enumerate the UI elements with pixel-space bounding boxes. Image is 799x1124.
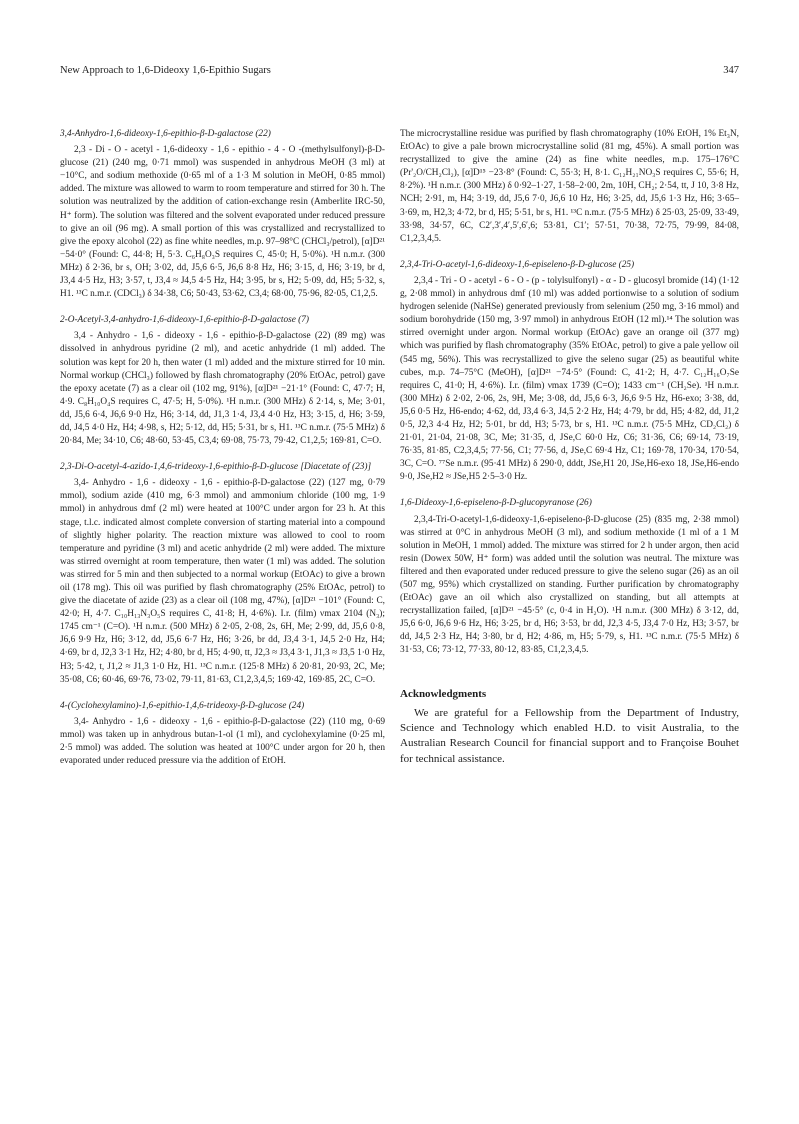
right-column <box>400 128 739 780</box>
section-title: 1,6-Dideoxy-1,6-episeleno-β-D-glucopyranose (26) <box>400 498 592 509</box>
section-title: 4-(Cyclohexylamino)-1,6-epithio-1,4,6-trideoxy-β-D-glucose (24) <box>60 700 305 711</box>
section-body: 2,3,4 - Tri - O - acetyl - 6 - O - (p - tolylsulfonyl) - α - D - glucosyl bromide (14) (1·12 g, 2·08 mmol) in anhydrous dmf (10 ml) was added portionwise to a solution of sodium hydrogen selenide (NaHSe) generated previously from selenium (250 mg, 3·16 mmol) and sodium borohydride (150 mg, 3·97 mmol) in anhydrous EtOH (12 ml).¹⁴ The solution was stirred overnight under argon. Normal workup (EtOAc) gave an orange oil (377 mg) which was purified by flash chromatography (35% EtOAc, petrol) to give a pale yellow oil (545 mg, 56%). This was recrystallized to give the seleno sugar (25) as beautiful white cubes, m.p. 74–75°C (MeOH), [α]D²¹ −74·5° (Found: C, 41·2; H, 4·7. C₁₂H₁₆O₇Se requires C, 41·0; H, 4·6%). I.r. (film) νmax 1739 (C=O); 1433 cm⁻¹ (CH₂Se). ¹H n.m.r. (300 MHz) δ 2·02, 2·06, 2s, 9H, Me; 3·08, dd, J5,6 6·3, J6,6 9·5 Hz, H6-exo; 3·38, dd, J5,6 0·5 Hz, H6-endo; 4·62, dd, J3,4 6·3, J4,5 2·2 Hz, H4; 4·79, br dd, H5; 4·82, dd, J1,2 0·5, J2,3 4·4 Hz, H2; 5·01, br dd, H3; 5·73, br s, H1. ¹³C n.m.r. (75·5 MHz, CD₂Cl₂) δ 21·01, 21·04, 21·08, 3C, Me; 31·35, d, JSe,C 60·0 Hz, C6; 31·36, C6; 69·14, 73·19, 76·35, 81·85, C2,3,4,5; 77·56, C1; 77·56, d, JSe,C 69·4 Hz, C1; 169·78, 170·34, 170·54, 3C, C=O. ⁷⁷Se n.m.r. (95·41 MHz) δ 290·0, dddt, JSe,H1 20, JSe,H6-exo 18, JSe,H6-endo 9·0, JSe,H2 ≈ JSe,H5 2·5–3·0 Hz. <box>400 275 739 483</box>
acknowledgements-heading: Acknowledgments <box>400 687 487 700</box>
page-number: 347 <box>723 65 739 76</box>
section-body: 2,3 - Di - O - acetyl - 1,6-dideoxy - 1,6 - epithio - 4 - O -(methylsulfonyl)-β-D-glucose (21) (240 mg, 0·71 mmol) was suspended in anhydrous MeOH (3 ml) at −10°C, and sodium methoxide (0·65 ml of a 1·3 M solution in MeOH, 0·85 mmol) added. The mixture was allowed to warm to room temperature and stirred for 30 h. The solution was neutralized by the addition of cation-exchange resin (Amberlite IRC-50, H⁺ form). The solution was filtered and the solvent evaporated under reduced pressure to give an oil (96 mg). A small portion of this was crystallized and recrystallized to give the epoxy alcohol (22) as fine white needles, m.p. 97–98°C (CHCl₃/petrol), [α]D²¹ −54·0° (Found: C, 44·8; H, 5·3. C₆H₈O₃S requires C, 45·0; H, 5·0%). ¹H n.m.r. (300 MHz) δ 2·36, br s, OH; 3·02, dd, J5,6 6·5, J6,6 8·8 Hz, H6; 3·15, d, H6; 3·19, br d, J3,4 4·5 Hz, H3; 3·57, t, J3,4 ≈ J4,5 4·5 Hz, H4; 3·95, br s, H2; 5·09, dd, H5; 5·32, s, H1. ¹³C n.m.r. (CDCl₃) δ 34·38, C6; 50·43, 53·62, C3,4; 68·00, 75·96, 82·05, C1,2,5. <box>60 145 385 300</box>
section-body: The microcrystalline residue was purified by flash chromatography (10% EtOH, 1% Et₃N, EtOAc) to give a pale brown microcrystalline solid (81 mg, 45%). A small portion was recrystallized to give the amine (24) as fine white needles, m.p. 175–176°C (Pr'₂O/CH₂Cl₂), [α]D¹⁵ −23·8° (Found: C, 55·3; H, 8·1. C₁₂H₂₁NO₃S requires C, 55·6; H, 8·2%). ¹H n.m.r. (300 MHz) δ 0·92–1·27, 1·58–2·00, 2m, 10H, CH₂; 2·54, tt, J 10, 3·8 Hz, NCH; 2·91, m, H4; 3·19, dd, J5,6 7·0, J6,6 10 Hz, H6; 3·25, dd, J5,6 1·3 Hz, H6; 3·65–3·69, m, H2,3; 4·72, br d, H5; 5·51, br s, H1. ¹³C n.m.r. (75·5 MHz) δ 25·03, 25·09, 33·49, 33·98, 34·57, 6C, C2′,3′,4′,5′,6′,6; 53·81, C1′; 57·51, 70·38, 72·75, 79·99, 84·08, C1,2,3,4,5. <box>400 129 739 244</box>
section-compound-23-diacetate <box>60 461 385 687</box>
section-compound-25 <box>400 259 739 485</box>
section-title: 2,3-Di-O-acetyl-4-azido-1,4,6-trideoxy-1,6-epithio-β-D-glucose [Diacetate of (23)] <box>60 462 372 473</box>
section-title: 2-O-Acetyl-3,4-anhydro-1,6-dideoxy-1,6-epithio-β-D-galactose (7) <box>60 315 310 326</box>
section-compound-26 <box>400 497 739 657</box>
section-body: 3,4 - Anhydro - 1,6 - dideoxy - 1,6 - epithio-β-D-galactose (22) (89 mg) was dissolved in anhydrous pyridine (2 ml), and acetic anhydride (1 ml) added. The solution was kept for 20 h, then water (1 ml) added and the mixture stirred for 10 min. Normal workup (CHCl₃) followed by flash chromatography (20% EtOAc, petrol) gave the epoxy acetate (7) as a clear oil (102 mg, 91%), [α]D²¹ −21·1° (Found: C, 47·7; H, 4·9. C₈H₁₀O₄S requires C, 47·5; H, 5·0%). ¹H n.m.r. (300 MHz) δ 2·14, s, Me; 3·01, dd, J5,6 6·4, J6,6 9·0 Hz, H6; 3·14, dd, J1,3 1·4, J3,4 4·0 Hz, H3; 3·15, d, H6; 3·59, dd, J4,5 4·0 Hz, H4; 4·98, s, H2; 5·12, dd, H5; 5·31, br s, H1. ¹³C n.m.r. (75·5 MHz) δ 20·84, Me; 34·10, C6; 48·60, 53·45, C3,4; 69·08, 75·73, 79·42, C1,2,5; 169·81, C=O. <box>60 331 385 447</box>
left-column <box>60 128 385 781</box>
section-compound-7 <box>60 314 385 448</box>
section-title: 2,3,4-Tri-O-acetyl-1,6-dideoxy-1,6-episeleno-β-D-glucose (25) <box>400 259 635 270</box>
section-compound-22 <box>60 128 385 301</box>
acknowledgements-body: We are grateful for a Fellowship from the Department of Industry, Science and Technology which enabled H.D. to visit Australia, to the Australian Research Council for financial support and to Françoise Bouhet for technical assistance. <box>400 706 739 765</box>
section-body: 3,4- Anhydro - 1,6 - dideoxy - 1,6 - epithio-β-D-galactose (22) (110 mg, 0·69 mmol) was taken up in anhydrous butan-1-ol (1 ml), and cyclohexylamine (0·25 ml, 2·5 mmol) was added. The solution was heated at 100°C under argon for 20 h, then evaporated under reduced pressure via the addition of EtOH. <box>60 716 385 767</box>
section-compound-24-continued <box>400 128 739 246</box>
running-title: New Approach to 1,6-Dideoxy 1,6-Epithio Sugars <box>60 65 271 76</box>
section-title: 3,4-Anhydro-1,6-dideoxy-1,6-epithio-β-D-galactose (22) <box>60 129 271 139</box>
section-compound-24 <box>60 700 385 768</box>
section-body: 2,3,4-Tri-O-acetyl-1,6-dideoxy-1,6-episeleno-β-D-glucose (25) (835 mg, 2·38 mmol) was stirred at 0°C in anhydrous MeOH (3 ml), and sodium methoxide (1 ml of a 1 M solution in MeOH, 1 mmol) added. The mixture was stirred for 2 h under argon, then acid resin (Dowex 50W, H⁺ form) was added until the solution was neutral. The mixture was filtered and then evaporated under reduced pressure to give the seleno sugar (26) as an oil (507 mg, 95%) which crystallized on standing. Further purification by chromatography (EtOAc) gave an oil which also crystallized on standing, but all attempts at recrystallization failed, [α]D²¹ −45·5° (c, 0·4 in H₂O). ¹H n.m.r. (300 MHz) δ 3·12, dd, J5,6 6·0, J6,6 9·6 Hz, H6; 3·25, br d, H6; 3·53, br dd, J2,3 4·5, J3,4 7·0 Hz, H3; 3·57, br dd, J4,5 2·3 Hz, H4; 3·80, br d, H2; 4·86, m, H5; 5·79, s, H1. ¹³C n.m.r. (75·5 MHz) δ 31·53, C6; 73·12, 77·33, 80·12, 83·85, C1,2,3,4,5. <box>400 514 739 656</box>
acknowledgements <box>400 688 739 768</box>
section-body: 3,4- Anhydro - 1,6 - dideoxy - 1,6 - epithio-β-D-galactose (22) (127 mg, 0·79 mmol), sodium azide (410 mg, 6·3 mmol) and ammonium chloride (100 mg, 1·9 mmol) in anhydrous dmf (2 ml) were heated at 100°C under argon for 23 h. At this stage, t.l.c. indicated almost complete conversion of starting material into a compound of slightly higher polarity. The reaction mixture was allowed to cool to room temperature and pyridine (3 ml) and acetic anhydride (2 ml) were added. The mixture was stirred overnight at room temperature, then water (1 ml) was added. The solution was stirred for 5 min and then subjected to a normal workup (EtOAc) to give a brown oil (178 mg). This oil was purified by flash chromatography (25% EtOAc, petrol) to give the diacetate of azide (23) as a clear oil (108 mg, 47%), [α]D²¹ −101° (Found: C, 42·0; H, 4·7. C₁₀H₁₃N₃O₅S requires C, 41·8; H, 4·6%). I.r. (film) νmax 2104 (N₃); 1745 cm⁻¹ (C=O). ¹H n.m.r. (500 MHz) δ 2·05, 2·08, 2s, 6H, Me; 2·99, dd, J5,6 0·8, J6,6 9·9 Hz, H6; 3·12, dd, J5,6 6·7 Hz, H6; 3·26, br dd, J3,4 3·1, J4,5 2·0 Hz, H4; 4·69, br d, J2,3 3·1 Hz, H2; 4·80, br d, H5; 4·90, tt, J2,3 ≈ J3,4 3·1, J1,3 ≈ J3,5 1·0 Hz, H3; 5·42, t, J1,2 ≈ J1,3 1·0 Hz, H1. ¹³C n.m.r. (125·8 MHz) δ 20·81, 20·93, 2C, Me; 35·08, C6; 60·46, 69·76, 73·02, 79·11, 81·63, C1,2,3,4,5; 169·42, 169·85, 2C, C=O. <box>60 478 385 685</box>
